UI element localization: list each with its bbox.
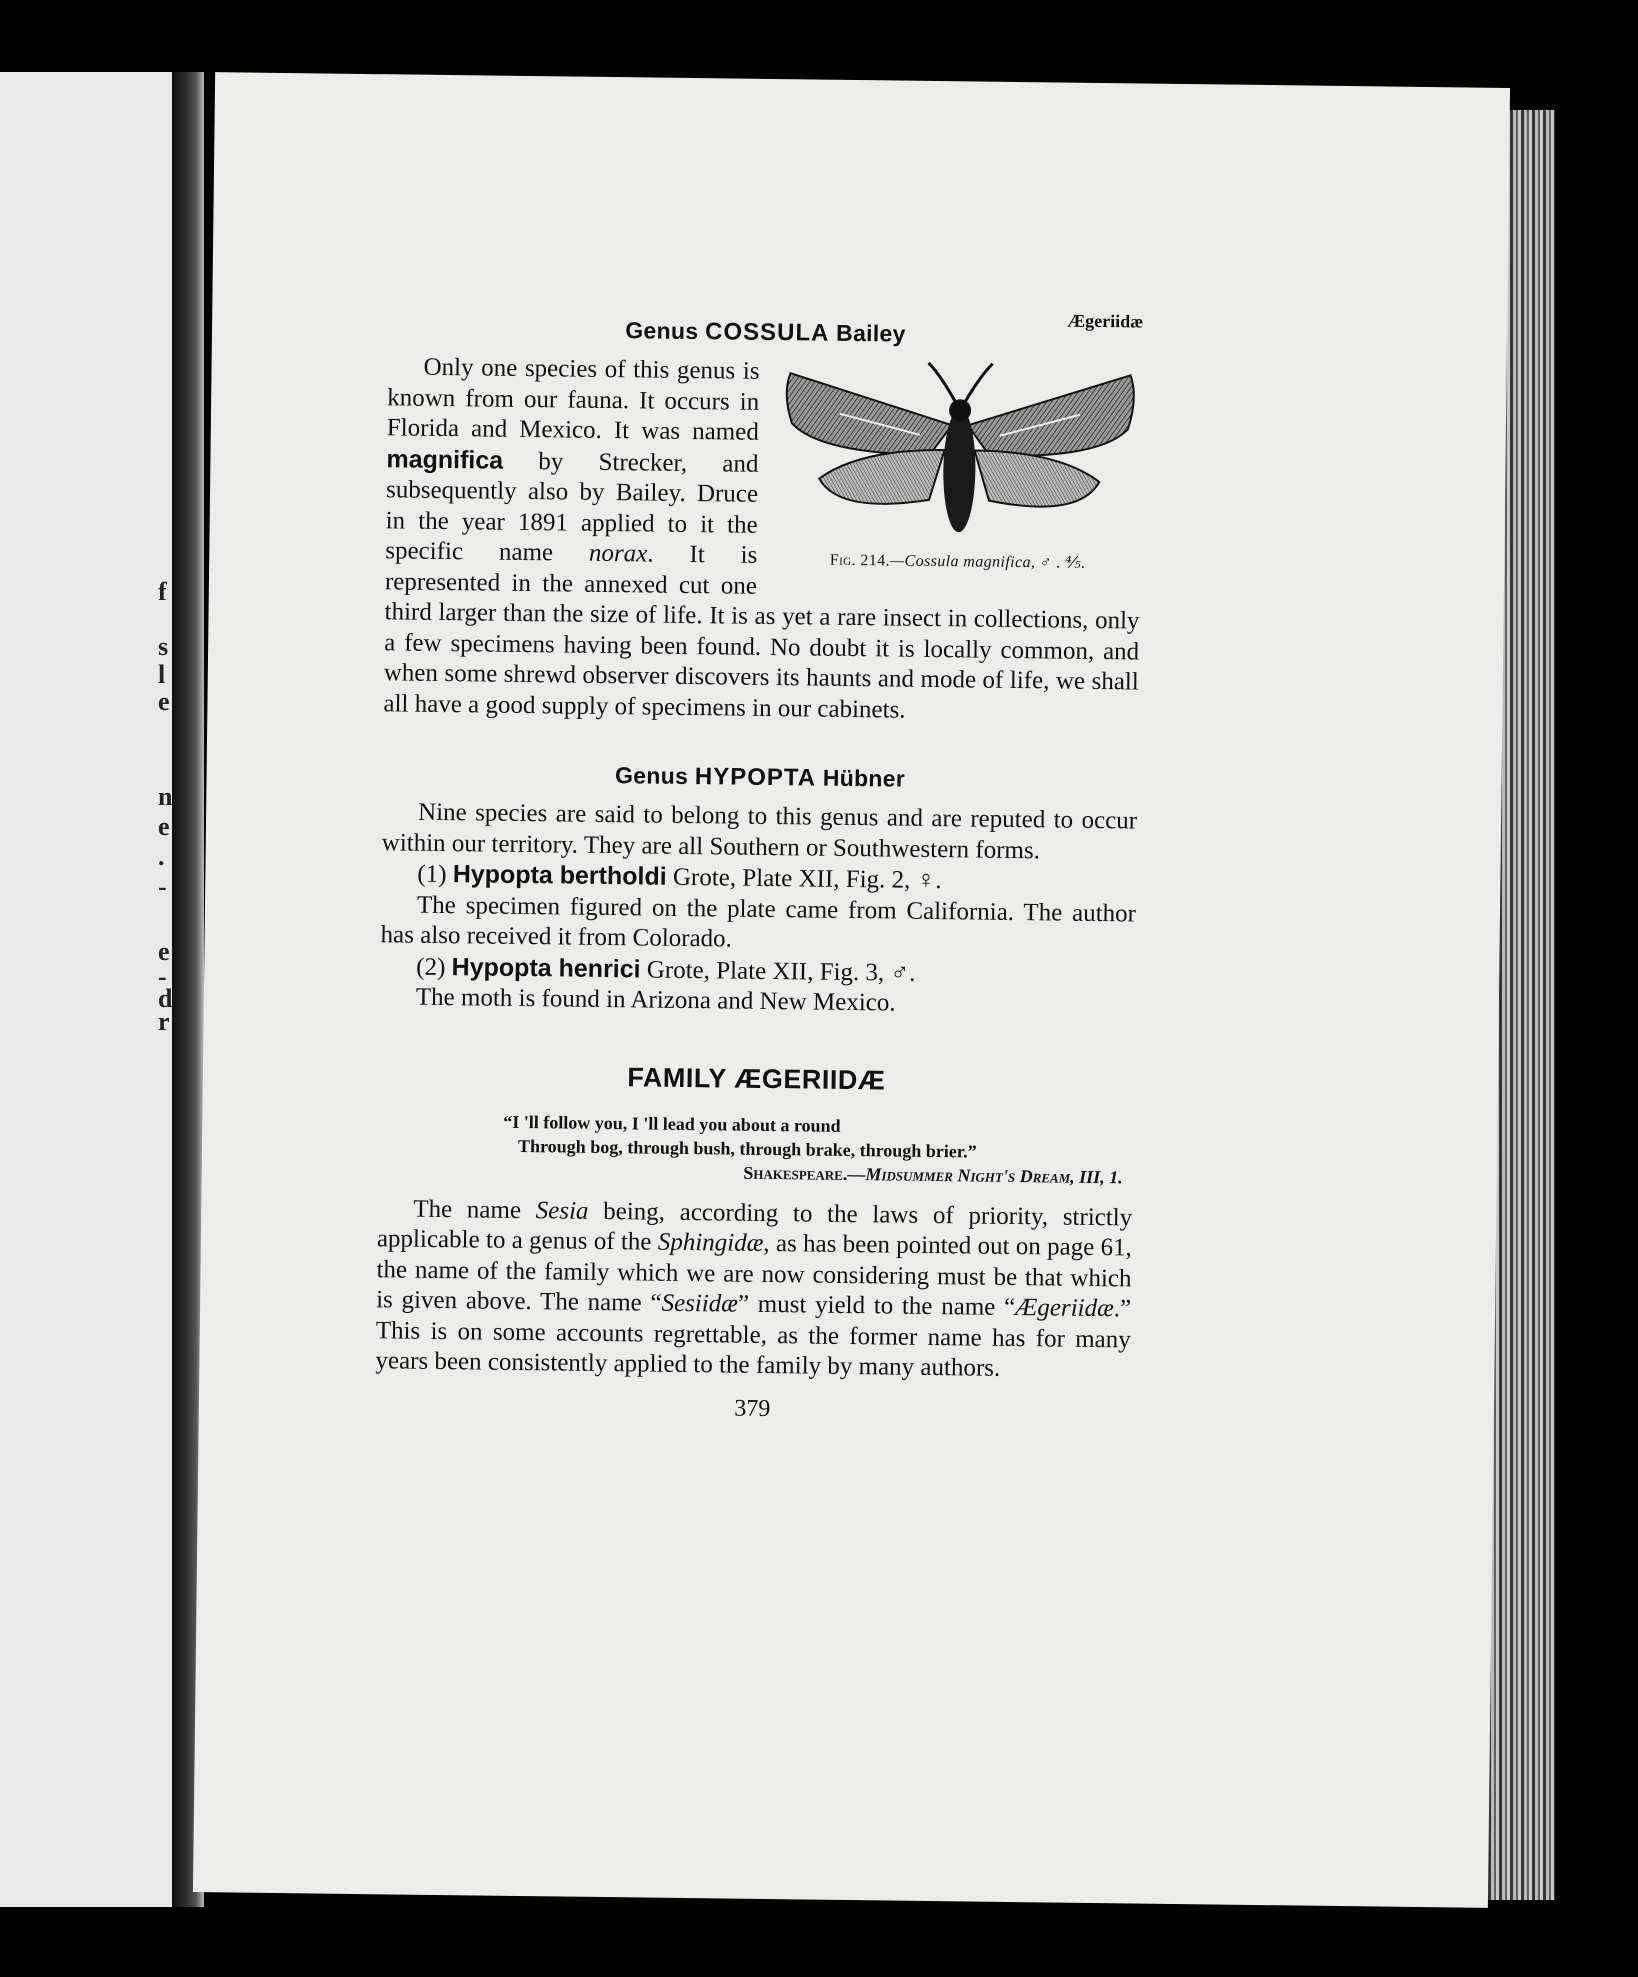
text-run: Only one species of this genus is known from our fauna. It occurs in Florida and Mexico. It was named bbox=[386, 353, 760, 446]
quote-source: —Midsummer Night's Dream, III, 1. bbox=[847, 1163, 1123, 1187]
cossula-heading bbox=[388, 314, 1143, 351]
genus-name: COSSULA bbox=[704, 318, 830, 347]
text-run: . It is represented in the annexed cut one third larger than the size of life. It is as yet a rare insect in collections, only a few specimens having been found. No doubt it is locally common, and when some shrewd observer discovers its haunts and mode of life, we shall all have a good supply of specimens in our cabinets. bbox=[383, 540, 1140, 724]
figure-label: Fig. 214. bbox=[829, 551, 891, 570]
synonym-name: norax bbox=[588, 539, 648, 568]
left-fragment: r bbox=[158, 1007, 170, 1036]
taxon-name: Sphingidæ bbox=[657, 1228, 764, 1257]
left-fragment: - bbox=[158, 872, 167, 901]
taxon-name: Sesia bbox=[535, 1196, 589, 1225]
genus-name: HYPOPTA bbox=[694, 763, 817, 792]
hypopta-intro: Nine species are said to belong to this genus and are reputed to occur within our territory. They are all Southern or Southwestern forms. bbox=[381, 798, 1138, 864]
text-run: , as has been pointed out on page 61, the name of the family which we are now considering must be that which is given above. The name “ bbox=[376, 1229, 1133, 1317]
page-number: 379 bbox=[734, 1395, 771, 1422]
family-heading: FAMILY ÆGERIIDÆ bbox=[627, 1061, 886, 1095]
running-head: Ægeriidæ bbox=[1067, 310, 1144, 332]
left-fragment: e bbox=[158, 687, 170, 716]
species-name: Hypopta henrici bbox=[451, 952, 641, 983]
text-run: The name bbox=[413, 1195, 536, 1224]
moth-figure bbox=[775, 353, 1143, 573]
left-page-fragment bbox=[0, 72, 172, 1907]
text-run: by Strecker, and subsequently also by Bailey. Druce in the year 1891 applied to it the specific name bbox=[385, 447, 759, 567]
taxon-name: Sesiidæ bbox=[661, 1289, 739, 1318]
left-fragment: - bbox=[158, 962, 167, 991]
plate-reference: Grote, Plate XII, Fig. 2, ♀. bbox=[666, 863, 942, 895]
heading-prefix: Genus bbox=[614, 762, 689, 789]
hypopta-heading bbox=[382, 759, 1137, 796]
left-fragment: e bbox=[158, 937, 170, 966]
left-fragment: n bbox=[158, 782, 173, 811]
left-fragment: d bbox=[158, 984, 173, 1013]
epigraph bbox=[378, 1108, 1134, 1189]
plate-reference: Grote, Plate XII, Fig. 3, ♂. bbox=[640, 955, 916, 987]
left-fragment: s bbox=[158, 632, 169, 661]
species-number: (1) bbox=[417, 860, 453, 889]
genus-author: Bailey bbox=[835, 319, 906, 347]
left-fragment: f bbox=[158, 577, 167, 606]
epigraph-line: “I 'll follow you, I 'll lead you about a round bbox=[503, 1111, 841, 1136]
text-run: ” must yield to the name “ bbox=[737, 1290, 1016, 1322]
moth-illustration bbox=[778, 353, 1140, 547]
book-page bbox=[193, 72, 1510, 1908]
taxon-name: Ægeriidæ bbox=[1014, 1294, 1114, 1323]
genus-author: Hübner bbox=[822, 764, 906, 792]
text-run: being, according to the laws of priority, strictly applicable to a genus of the bbox=[376, 1197, 1133, 1256]
page-content bbox=[375, 310, 1144, 1427]
species-description: The moth is found in Arizona and New Mexico. bbox=[415, 983, 896, 1017]
text-run: .” This is on some accounts regrettable, as the former name has for many years been consistently applied to the family by many authors. bbox=[375, 1295, 1132, 1382]
species-name: magnifica bbox=[386, 444, 504, 475]
heading-prefix: Genus bbox=[625, 317, 699, 345]
figure-caption-text: —Cossula magnifica, ♂ . ⅘. bbox=[889, 552, 1086, 572]
species-name: Hypopta bertholdi bbox=[452, 860, 667, 891]
epigraph-line: Through bog, through bush, through brake, through brier.” bbox=[517, 1135, 977, 1162]
species-number: (2) bbox=[416, 953, 452, 981]
species-description: The specimen figured on the plate came from California. The author has also received it from Colorado. bbox=[380, 891, 1137, 953]
family-paragraph bbox=[375, 1194, 1132, 1386]
quote-author: Shakespeare. bbox=[743, 1162, 848, 1184]
left-fragment: . bbox=[158, 842, 165, 871]
left-fragment: l bbox=[158, 660, 166, 689]
left-fragment: e bbox=[158, 812, 170, 841]
